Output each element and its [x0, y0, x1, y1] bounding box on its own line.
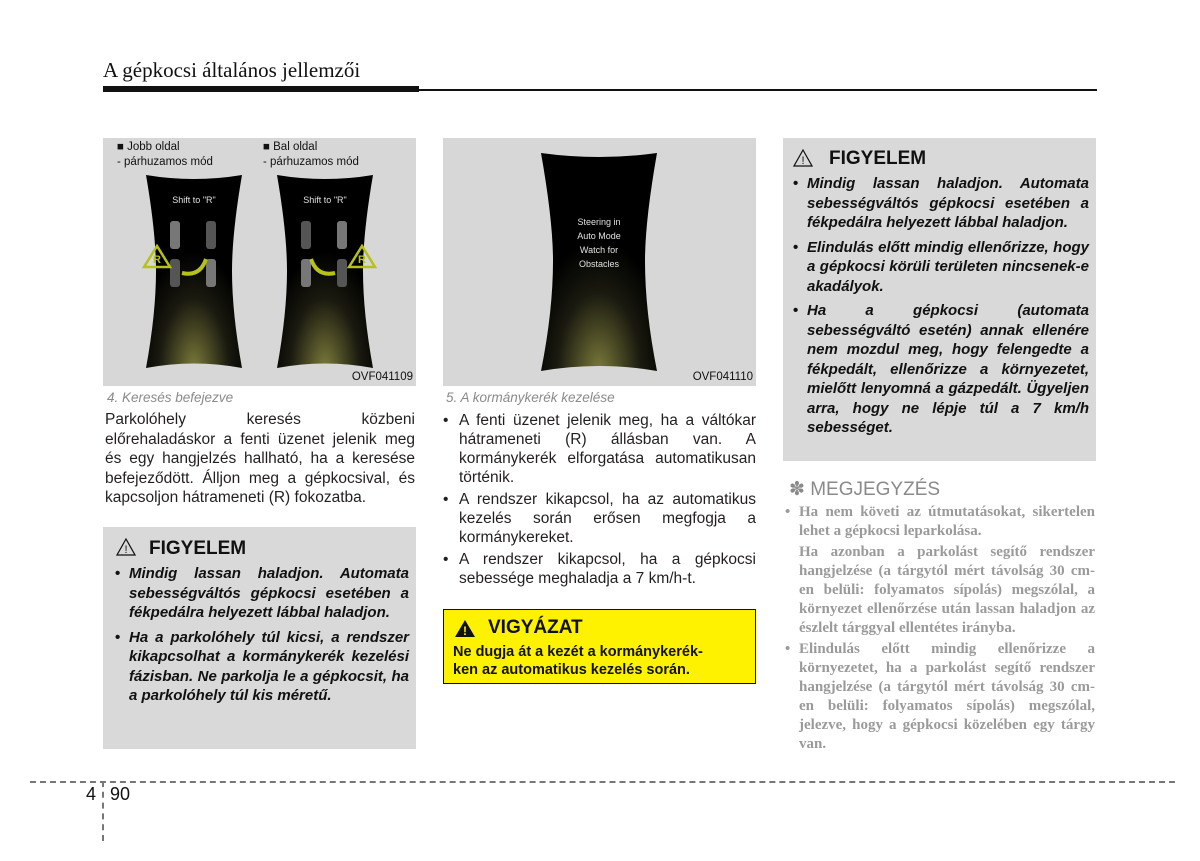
warning-item: • Mindig lassan haladjon. Automata sebességváltós gépkocsi esetében a fékpedálra helyezett lábbal haladjon. — [793, 174, 1089, 233]
warning-triangle-icon — [793, 149, 813, 167]
caution-title: VIGYÁZAT — [488, 617, 583, 638]
warning-triangle-icon — [116, 538, 136, 556]
section4-text: Parkolóhely keresés közbeni előrehaladáskor a fenti üzenet jelenik meg és egy hangjelzés hallható, ha a keresése befejeződött. Álljon meg a gépkocsival, és kapcsoljon hátrameneti (R) fokozatba. — [105, 411, 415, 506]
footer-vertical-rule — [102, 781, 104, 841]
section5-list — [443, 411, 756, 591]
caution-triangle-icon — [454, 619, 476, 638]
screen-line: Watch for — [579, 245, 619, 255]
screen-line: Auto Mode — [577, 231, 621, 241]
warning-list — [793, 174, 1089, 443]
figure-label-right-side: ■ Jobb oldal - párhuzamos mód — [117, 141, 213, 168]
note-item: • Elindulás előtt mindig ellenőrizze a környezetet, ha a parkolást segítő rendszer hangjelzése (a tárgytól mért távolság 30 cm-en belüli: folyamatos sípolás) megszólal, jelezve, hogy a gépkocsi közelében egy tárgy van. — [785, 640, 1095, 754]
warning-title: FIGYELEM — [149, 538, 247, 559]
footer-rule — [30, 781, 1175, 783]
screen-message: Shift to "R" — [172, 195, 216, 205]
figure-code: OVF041109 — [351, 371, 413, 383]
svg-text:!: ! — [124, 544, 128, 556]
cluster-screen-steering — [535, 151, 663, 373]
header-rule-thick — [103, 86, 419, 92]
caution-text: Ne dugja át a kezét a kormánykerék- ken az automatikus kezelés során. — [453, 644, 703, 678]
reverse-r-symbol: R — [153, 254, 161, 266]
page-number: 90 — [110, 784, 131, 804]
reverse-r-symbol: R — [358, 254, 366, 266]
warning-item: • Elindulás előtt mindig ellenőrizze, hogy a gépkocsi körüli területen nincsenek-e akadályok. — [793, 238, 1089, 297]
warning-list — [115, 564, 409, 711]
caution-box — [443, 609, 756, 684]
cluster-screen-right-parallel — [140, 173, 248, 370]
warning-box-left — [103, 527, 416, 749]
section5-item: • A rendszer kikapcsol, ha a gépkocsi sebessége meghaladja a 7 km/h-t. — [443, 550, 756, 588]
warning-item: • Mindig lassan haladjon. Automata sebességváltós gépkocsi esetében a fékpedálra helyezett lábbal haladjon. — [115, 564, 409, 623]
screen-message: Shift to "R" — [303, 195, 347, 205]
section5-caption: 5. A kormánykerék kezelése — [446, 390, 615, 405]
figure-search-complete — [103, 138, 416, 386]
figure-label-left-side: ■ Bal oldal - párhuzamos mód — [263, 141, 359, 168]
figure-code: OVF041110 — [692, 371, 753, 383]
warning-item: • Ha a parkolóhely túl kicsi, a rendszer kikapcsolhat a kormánykerék kezelési fázisban. Ne parkolja le a gépkocsit, ha a parkolóhely túl kis méretű. — [115, 628, 409, 706]
figure-steering-control — [443, 138, 756, 386]
warning-item: • Ha a gépkocsi (automata sebességváltó esetén) annak ellenére nem mozdul meg, hogy felengedte a fékpedált, ellenőrizze a környezetet, mielőtt lenyomná a gázpedált. Ügyeljen arra, hogy ne lépje túl a 7 km/h sebességet. — [793, 301, 1089, 438]
svg-text:!: ! — [463, 624, 467, 638]
warning-box-right — [783, 138, 1096, 461]
note-item: • Ha nem követi az útmutatásokat, sikertelen lehet a gépkocsi leparkolása. Ha azonban a parkolást segítő rendszer hangjelzése (a tárgytól mért távolság 30 cm-en belüli: folyamatos sípolás) megszólal, a környezet ellenőrzése után lassan haladjon az észlelt tárggyal ellentétes irányba. — [785, 503, 1095, 638]
cluster-screen-left-parallel — [271, 173, 379, 370]
header-rule-thin — [419, 89, 1097, 91]
screen-line: Steering in — [577, 217, 621, 227]
warning-title: FIGYELEM — [829, 148, 927, 169]
chapter-number: 4 — [86, 784, 97, 804]
section5-item: • A fenti üzenet jelenik meg, ha a váltókar hátrameneti (R) állásban van. A kormánykerék elforgatása automatikusan történik. — [443, 411, 756, 487]
note-title: ✽ MEGJEGYZÉS — [789, 479, 941, 500]
section4-caption: 4. Keresés befejezve — [107, 390, 234, 405]
svg-text:!: ! — [801, 155, 805, 167]
section5-item: • A rendszer kikapcsol, ha az automatikus kezelés során erősen megfogja a kormánykereket. — [443, 490, 756, 547]
note-list — [785, 503, 1095, 756]
page-header-title: A gépkocsi általános jellemzői — [103, 58, 361, 82]
screen-line: Obstacles — [578, 259, 620, 269]
